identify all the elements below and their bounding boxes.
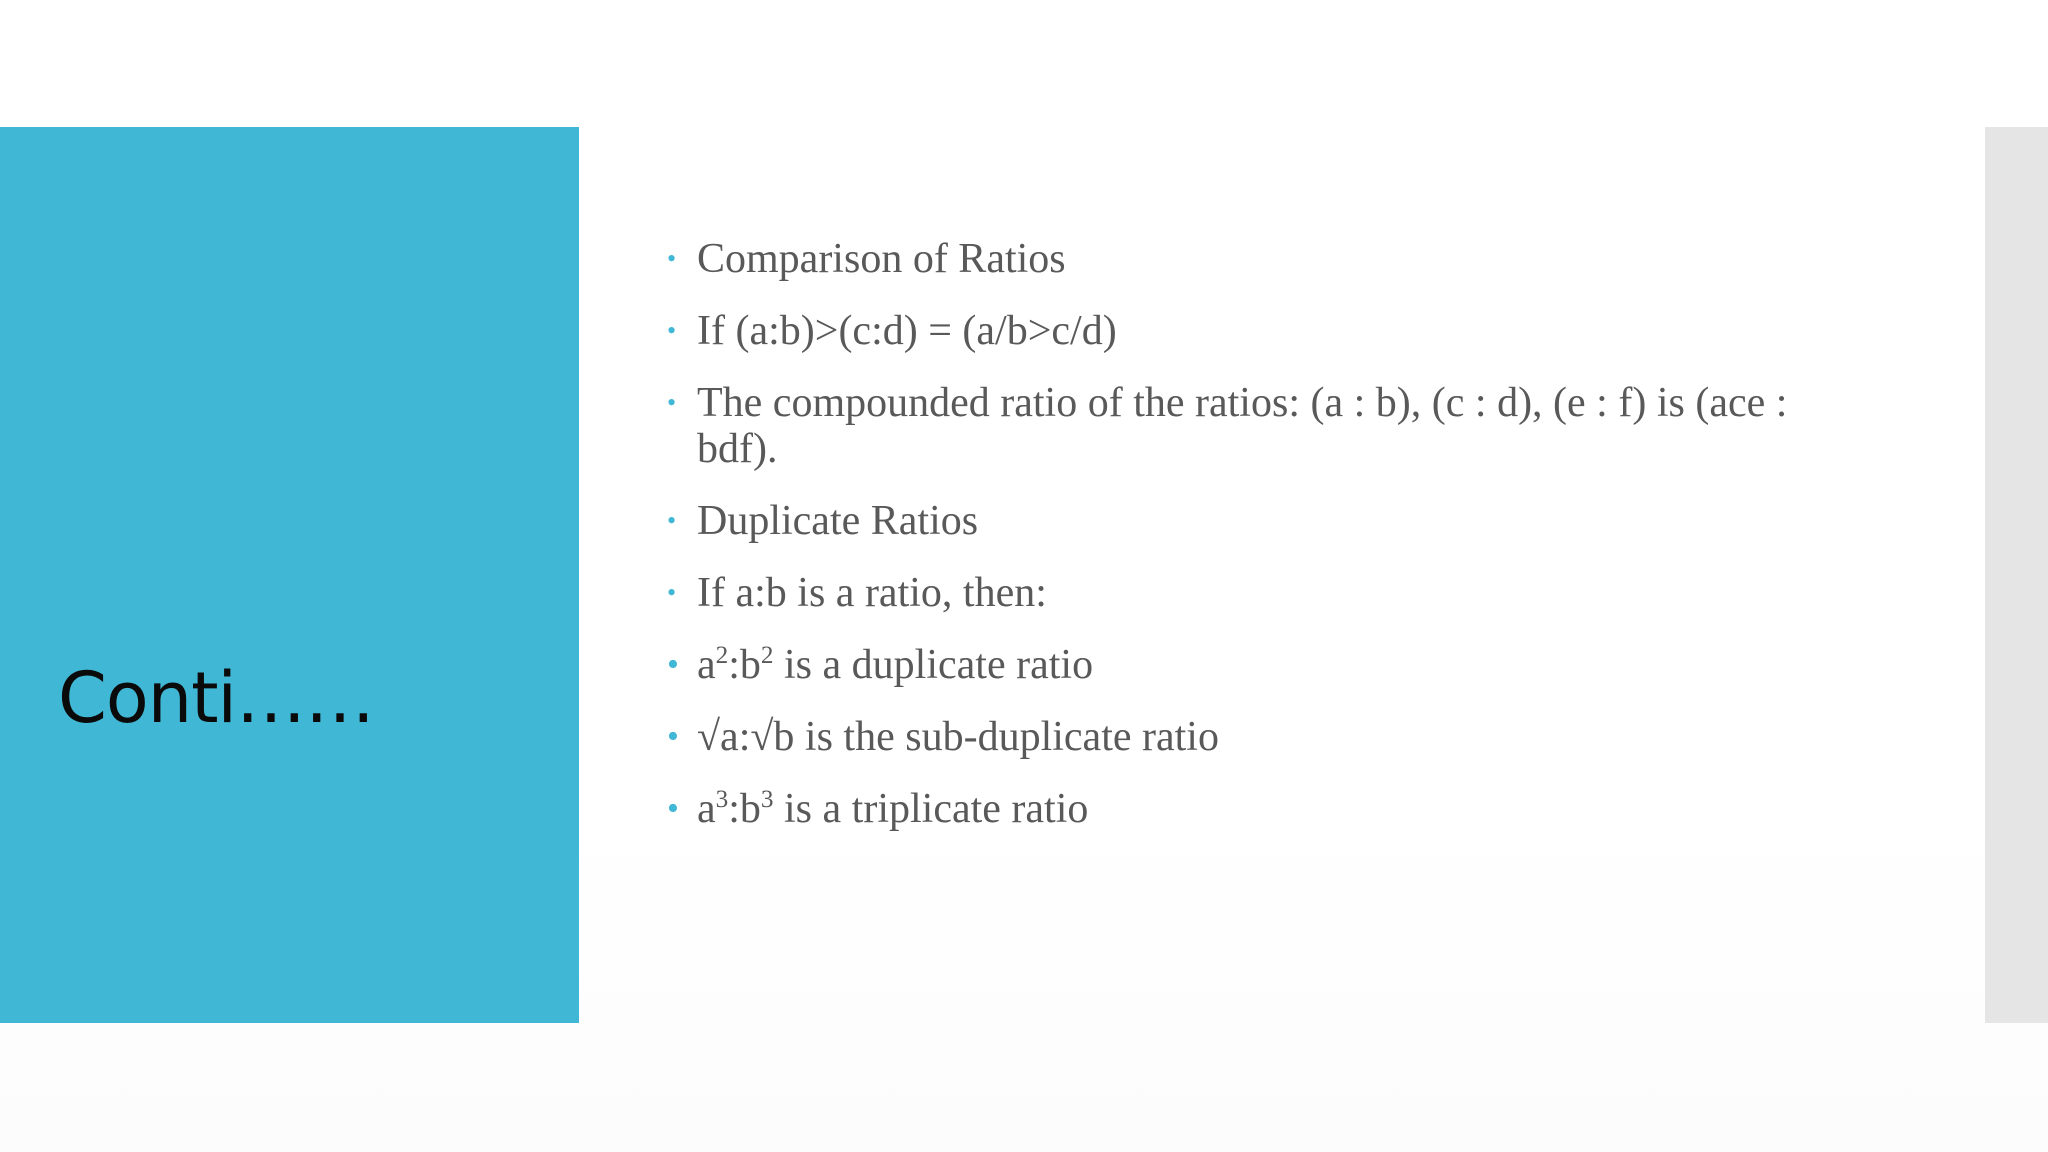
slide-title: Conti…… <box>58 657 374 739</box>
bullet-text: Comparison of Ratios <box>697 236 1066 282</box>
bullet-item <box>663 714 1843 760</box>
term-b: :b <box>728 642 761 688</box>
bullet-item <box>663 642 1843 688</box>
exponent: 2 <box>715 641 729 669</box>
bullet-dot-icon: • <box>667 506 677 535</box>
bullet-text: √a:√b is the sub-duplicate ratio <box>697 714 1219 760</box>
bullet-item <box>663 236 1843 282</box>
bullet-text: If a:b is a ratio, then: <box>697 570 1047 616</box>
term-b: :b <box>728 786 761 832</box>
bullet-item <box>663 308 1843 354</box>
term-a: a <box>697 642 716 688</box>
exponent: 3 <box>760 785 774 813</box>
bullet-dot-icon: • <box>667 578 677 607</box>
term-a: a <box>697 786 716 832</box>
bullet-text: Duplicate Ratios <box>697 498 979 544</box>
exponent: 3 <box>715 785 729 813</box>
bullet-text <box>697 786 1088 832</box>
bullet-item <box>663 786 1843 832</box>
bullet-item <box>663 498 1843 544</box>
exponent: 2 <box>760 641 774 669</box>
bullet-text <box>697 642 1093 688</box>
bullet-dot-icon: • <box>667 316 677 345</box>
bullet-dot-icon: • <box>667 646 679 683</box>
title-panel <box>0 127 579 1023</box>
right-decorative-strip <box>1985 127 2048 1023</box>
bullet-rest: is a triplicate ratio <box>773 786 1089 832</box>
bullet-rest: is a duplicate ratio <box>773 642 1094 688</box>
bullet-item <box>663 380 1843 472</box>
bullet-list <box>663 236 1843 858</box>
bullet-text: The compounded ratio of the ratios: (a : b), (c : d), (e : f) is (ace : bdf). <box>697 380 1788 472</box>
bullet-dot-icon: • <box>667 244 677 273</box>
bullet-item <box>663 570 1843 616</box>
bullet-dot-icon: • <box>667 790 679 827</box>
bullet-text: If (a:b)>(c:d) = (a/b>c/d) <box>697 308 1117 354</box>
bullet-dot-icon: • <box>667 388 677 417</box>
bullet-dot-icon: • <box>667 718 679 755</box>
